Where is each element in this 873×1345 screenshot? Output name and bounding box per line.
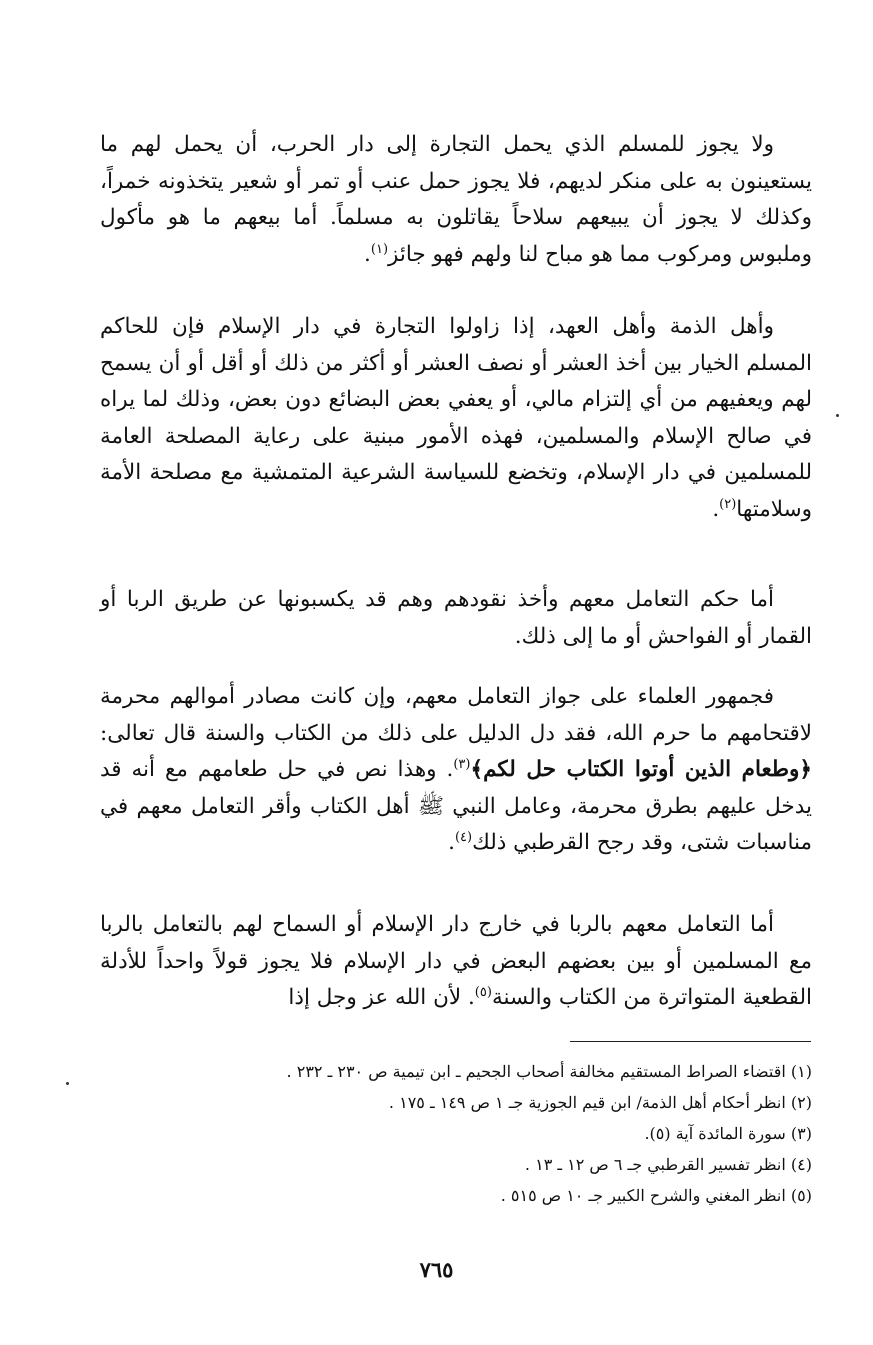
footnote-reference: (١) (370, 241, 389, 257)
quran-quotation: ﴿وطعام الذين أوتوا الكتاب حل لكم﴾ (470, 757, 813, 782)
paragraph-text-run: . (364, 241, 371, 267)
paragraph-text (100, 127, 812, 273)
body-paragraph (100, 679, 812, 862)
paragraph-text-run: فجمهور العلماء على جواز التعامل معهم، وإن كانت مصادر أموالهم محرمة لاقتحامهم ما حرم الله، فقد دل الدليل على ذلك من الكتاب والسنة قال تعالى: (100, 684, 812, 746)
body-paragraph (100, 907, 812, 1017)
paragraph-text-run: ولا يجوز للمسلم الذي يحمل التجارة إلى دار الحرب، أن يحمل لهم ما يستعينون به على منكر لديهم، فلا يجوز حمل عنب أو تمر أو شعير يتخذونه خمراً، وكذلك لا يجوز أن يبيعهم سلاحاً يقاتلون به مسلماً. أما بيعهم ما هو مأكول وملبوس ومركوب مما هو مباح لنا ولهم فهو جائز (100, 132, 812, 267)
paragraph-text-run: وأهل الذمة وأهل العهد، إذا زاولوا التجارة في دار الإسلام فإن للحاكم المسلم الخيار بين أخذ العشر أو نصف العشر أو أكثر من ذلك أو أقل أو أن يسمح لهم ويعفيهم من أي إلتزام مالي، أو يعفي بعض البضائع دون بعض، وذلك لما يراه في صالح الإسلام والمسلمين، فهذه الأمور مبنية على رعاية المصلحة العامة للمسلمين في دار الإسلام، وتخضع للسياسة الشرعية المتمشية مع مصلحة الأمة وسلامتها (100, 314, 812, 522)
paragraph-text (100, 309, 812, 528)
body-paragraph (100, 127, 812, 273)
footnote-reference: (٣) (453, 756, 471, 772)
paragraph-text-run: . وهذا نص في حل طعامهم مع أنه قد يدخل عليهم بطرق محرمة، وعامل النبي ﷺ أهل الكتاب وأقر التعامل معهم في مناسبات شتى، وقد رجح القرطبي ذلك (100, 757, 812, 855)
body-paragraph (100, 582, 812, 655)
page-number: ٧٦٥ (419, 1257, 454, 1282)
paragraph-text (100, 582, 812, 655)
footnote-reference: (٥) (474, 984, 492, 1000)
body-paragraph (100, 309, 812, 528)
paragraph-text (100, 907, 812, 1017)
paragraph-text-run: . (448, 830, 455, 855)
paragraph-text-run: . لأن الله عز وجل إذا (288, 985, 475, 1010)
footnote-3: (٣) سورة المائدة آية (٥). (644, 1124, 812, 1143)
paragraph-text-run: أما التعامل معهم بالربا في خارج دار الإسلام أو السماح لهم بالتعامل بالربا مع المسلمين أو بين بعضهم البعض في دار الإسلام فلا يجوز قولاً واحداً للأدلة القطعية المتواترة من الكتاب والسنة (100, 912, 812, 1010)
footnote-2: (٢) انظر أحكام أهل الذمة/ ابن قيم الجوزية جـ ١ ص ١٤٩ ـ ١٧٥ . (388, 1093, 812, 1112)
footnote-reference: (٢) (719, 496, 737, 512)
paragraph-text-run: . (712, 496, 720, 522)
footnote-1: (١) اقتضاء الصراط المستقيم مخالفة أصحاب الجحيم ـ ابن تيمية ص ٢٣٠ ـ ٢٣٢ . (286, 1062, 812, 1081)
scan-speck (836, 414, 839, 417)
scan-speck (66, 1082, 69, 1085)
footnote-5: (٥) انظر المغني والشرح الكبير جـ ١٠ ص ٥١٥ . (500, 1186, 812, 1205)
paragraph-text (100, 679, 812, 862)
footnote-4: (٤) انظر تفسير القرطبي جـ ٦ ص ١٢ ـ ١٣ . (524, 1155, 812, 1174)
footnote-reference: (٤) (454, 829, 473, 845)
footnote-divider (570, 1041, 811, 1042)
footnotes-section (100, 1056, 812, 1211)
paragraph-text-run: أما حكم التعامل معهم وأخذ نقودهم وهم قد يكسبونها عن طريق الربا أو القمار أو الفواحش أو ما إلى ذلك. (100, 587, 812, 649)
